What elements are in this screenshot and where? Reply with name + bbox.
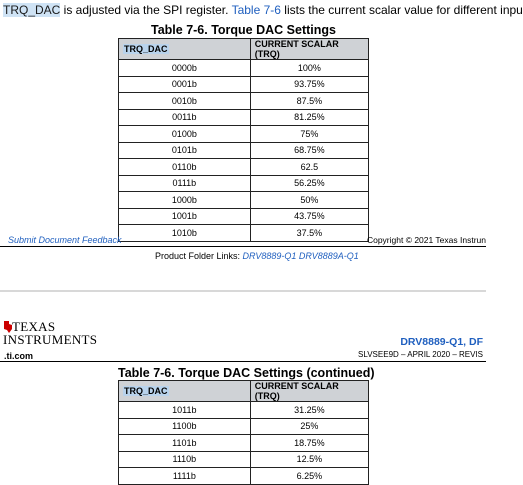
- torque-dac-table: [118, 38, 369, 242]
- table-row: [119, 76, 369, 93]
- trq-dac-cell: 0011b: [119, 109, 251, 126]
- column-header-trq-dac: TRQ_DAC: [119, 39, 251, 60]
- table-header-row: [119, 39, 369, 60]
- trq-dac-cell: 1011b: [119, 402, 251, 419]
- trq-dac-cell: 1100b: [119, 418, 251, 435]
- current-scalar-cell: 62.5: [250, 159, 368, 176]
- table-row: [119, 451, 369, 468]
- trq-dac-cell: 1010b: [119, 225, 251, 242]
- trq-dac-cell: 1111b: [119, 468, 251, 485]
- current-scalar-cell: 87.5%: [250, 93, 368, 110]
- table-row: [119, 402, 369, 419]
- current-scalar-cell: 43.75%: [250, 208, 368, 225]
- ti-logo: [3, 319, 98, 354]
- table-row: [119, 159, 369, 176]
- doc-id-link[interactable]: DRV8889-Q1, DF: [400, 336, 483, 348]
- table-7-6-link[interactable]: Table 7-6: [231, 3, 281, 17]
- table1-title: Table 7-6. Torque DAC Settings: [151, 23, 336, 37]
- logo-texas: TEXAS: [12, 319, 56, 334]
- current-scalar-cell: 75%: [250, 126, 368, 143]
- current-scalar-cell: 12.5%: [250, 451, 368, 468]
- table-row: [119, 192, 369, 209]
- site-link[interactable]: .ti.com: [4, 351, 34, 361]
- trq-dac-cell: 0001b: [119, 76, 251, 93]
- submit-feedback-link[interactable]: Submit Document Feedback: [8, 235, 122, 245]
- current-scalar-cell: 37.5%: [250, 225, 368, 242]
- table-row: [119, 225, 369, 242]
- trq-dac-cell: 0101b: [119, 142, 251, 159]
- product-folder-link[interactable]: DRV8889-Q1 DRV8889A-Q1: [242, 251, 359, 261]
- table2-title: Table 7-6. Torque DAC Settings (continued): [118, 366, 375, 380]
- header-rule: [0, 361, 486, 362]
- table-row: [119, 418, 369, 435]
- table-header-row: [119, 381, 369, 402]
- footer-rule: [0, 246, 486, 247]
- trq-dac-cell: 1001b: [119, 208, 251, 225]
- table-row: [119, 208, 369, 225]
- current-scalar-cell: 25%: [250, 418, 368, 435]
- table-row: [119, 468, 369, 485]
- current-scalar-cell: 18.75%: [250, 435, 368, 452]
- trq-dac-cell: 0010b: [119, 93, 251, 110]
- intro-text-1: is adjusted via the SPI register.: [60, 3, 232, 17]
- table-row: [119, 142, 369, 159]
- trq-dac-cell: 0110b: [119, 159, 251, 176]
- torque-dac-table-continued: [118, 380, 369, 485]
- table-row: [119, 175, 369, 192]
- trq-dac-cell: 1110b: [119, 451, 251, 468]
- current-scalar-cell: 50%: [250, 192, 368, 209]
- trq-dac-cell: 1101b: [119, 435, 251, 452]
- current-scalar-cell: 81.25%: [250, 109, 368, 126]
- product-folder-label: Product Folder Links:: [155, 251, 243, 261]
- column-header-trq-dac: TRQ_DAC: [119, 381, 251, 402]
- trq-dac-cell: 0111b: [119, 175, 251, 192]
- current-scalar-cell: 6.25%: [250, 468, 368, 485]
- product-folder-links: [155, 251, 359, 261]
- table-row: [119, 109, 369, 126]
- current-scalar-cell: 31.25%: [250, 402, 368, 419]
- current-scalar-cell: 56.25%: [250, 175, 368, 192]
- trq-dac-cell: 1000b: [119, 192, 251, 209]
- intro-text-2: lists the current scalar value for different inpu: [280, 3, 523, 17]
- column-header-current-scalar: CURRENT SCALAR (TRQ): [250, 381, 368, 402]
- current-scalar-cell: 100%: [250, 60, 368, 77]
- page-break: [0, 290, 486, 292]
- table-row: [119, 435, 369, 452]
- column-header-current-scalar: CURRENT SCALAR (TRQ): [250, 39, 368, 60]
- current-scalar-cell: 68.75%: [250, 142, 368, 159]
- table-row: [119, 126, 369, 143]
- table-row: [119, 93, 369, 110]
- copyright-text: Copyright © 2021 Texas Instrun: [366, 235, 486, 245]
- trq-dac-cell: 0100b: [119, 126, 251, 143]
- table-row: [119, 60, 369, 77]
- doc-revision: SLVSEE9D – APRIL 2020 – REVIS: [358, 350, 483, 359]
- intro-paragraph: [3, 3, 523, 17]
- current-scalar-cell: 93.75%: [250, 76, 368, 93]
- logo-instruments: INSTRUMENTS: [3, 332, 98, 347]
- trq-dac-cell: 0000b: [119, 60, 251, 77]
- trq-dac-term: TRQ_DAC: [3, 3, 61, 17]
